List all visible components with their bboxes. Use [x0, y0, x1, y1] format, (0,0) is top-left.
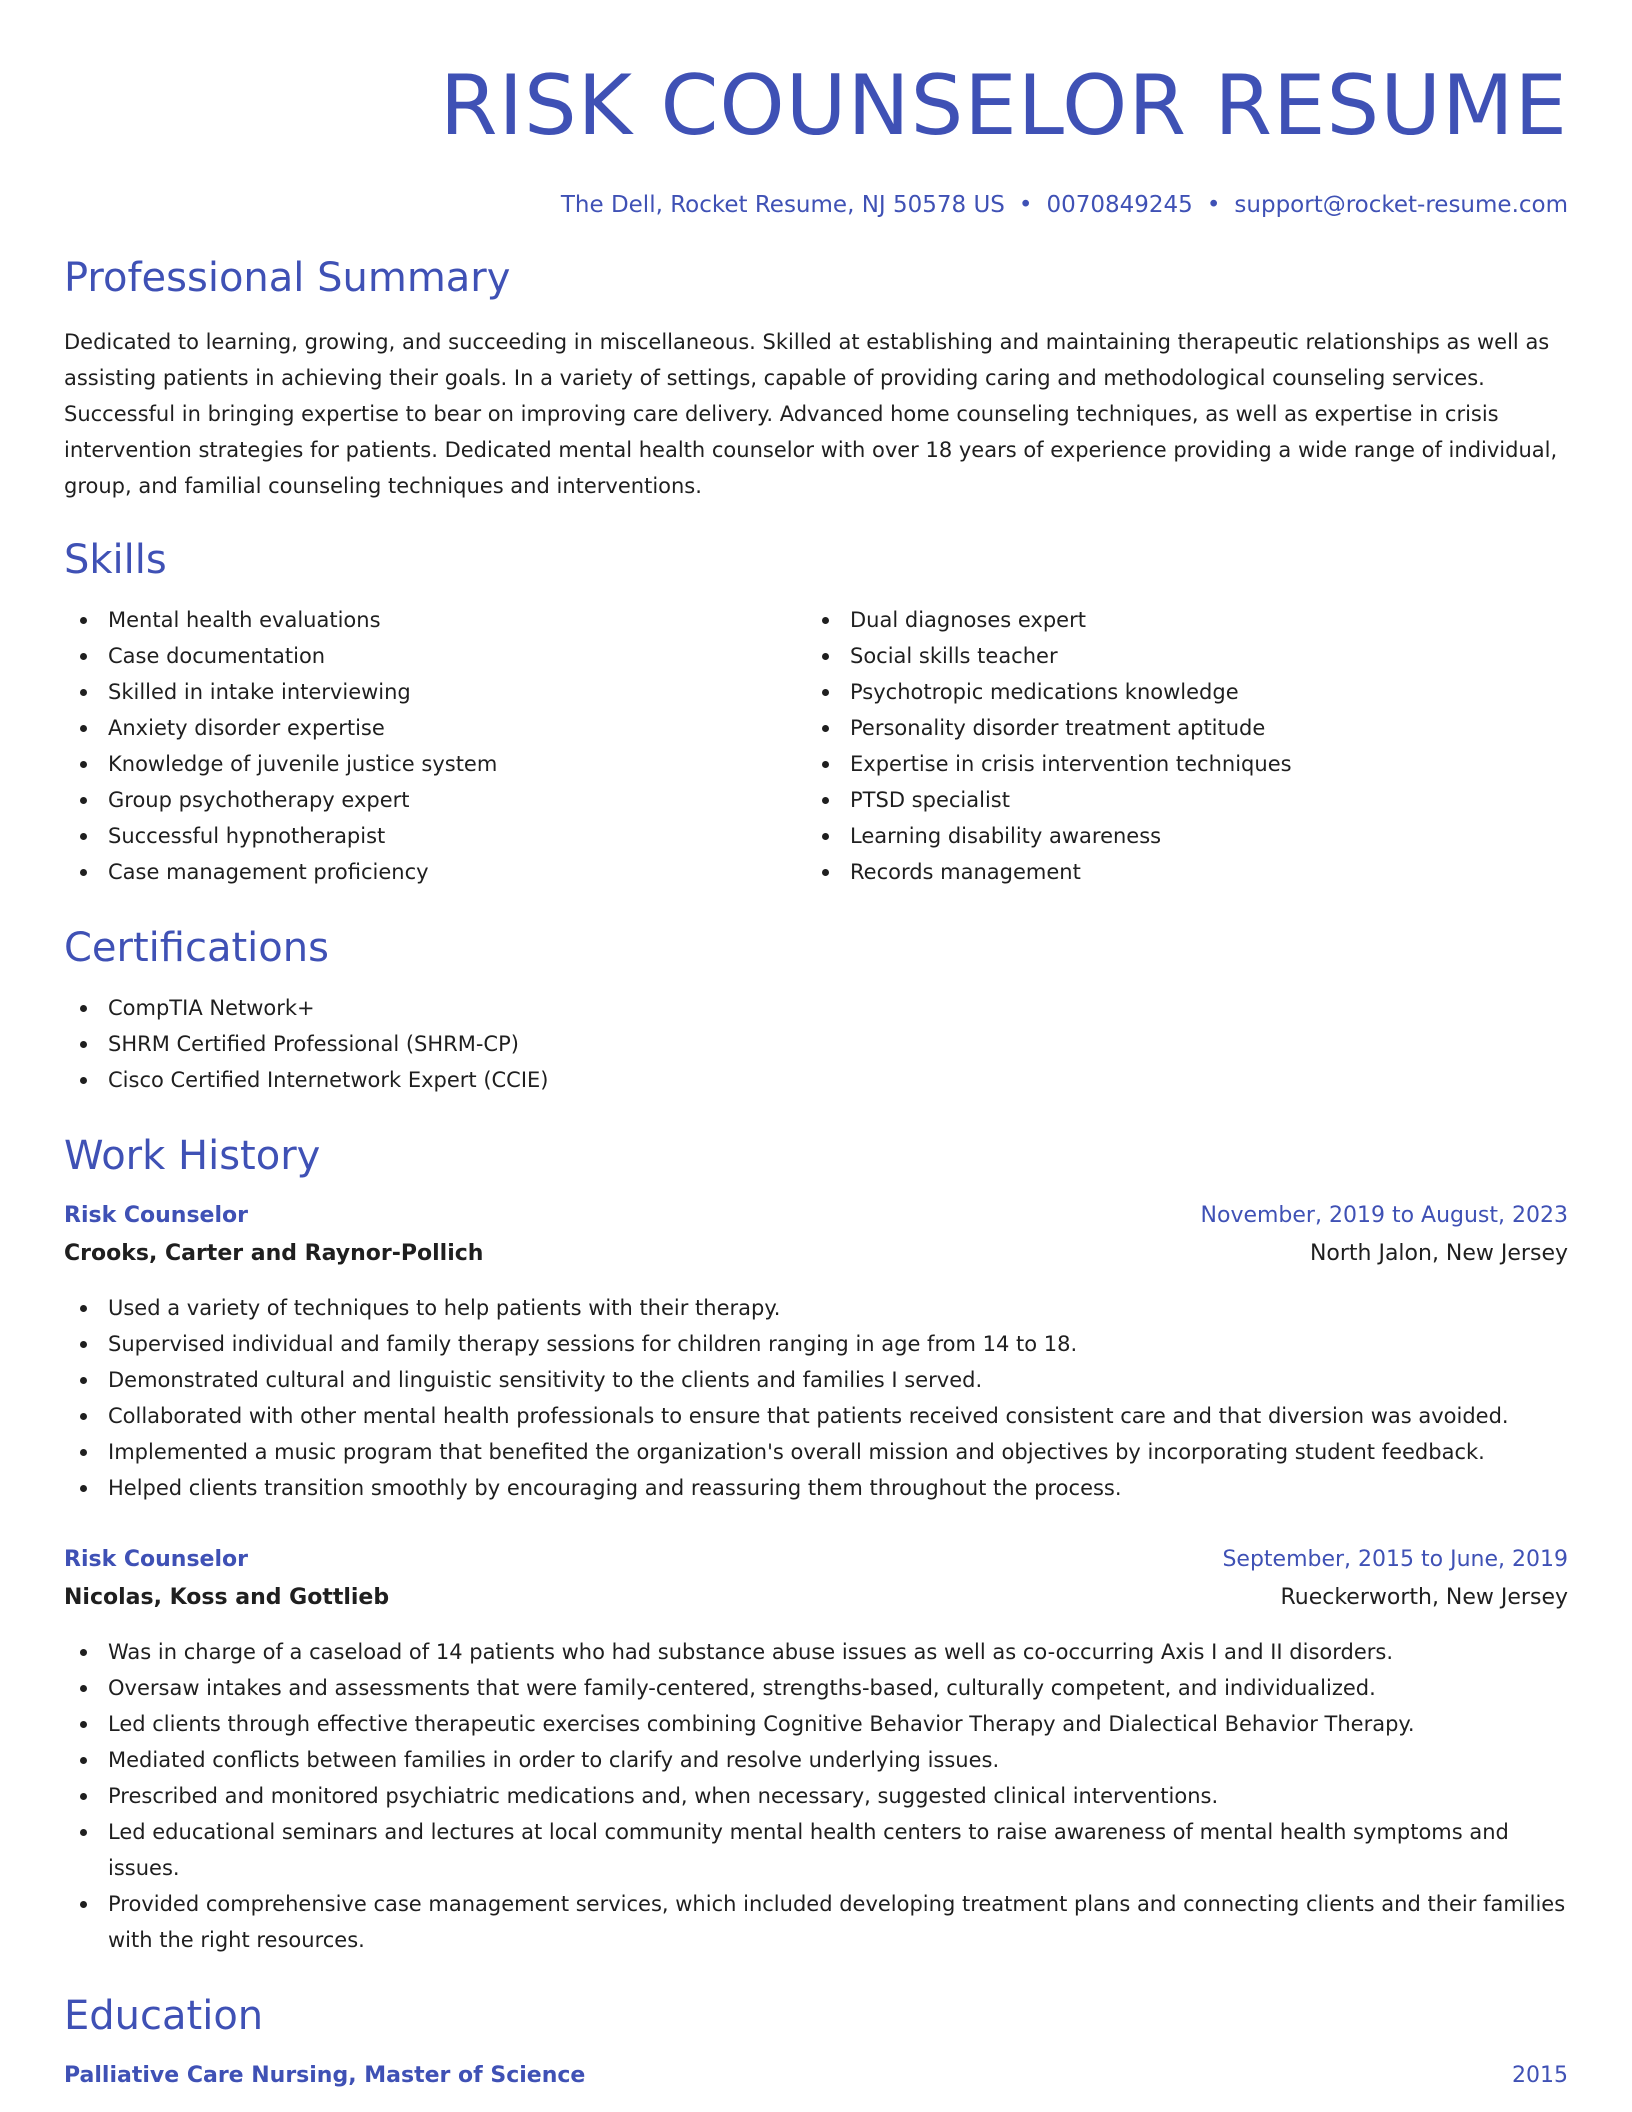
- contact-separator: •: [1018, 192, 1033, 218]
- resume-header: [64, 0, 1568, 220]
- list-item: Mediated conflicts between families in order to clarify and resolve underlying issues.: [64, 1742, 1568, 1778]
- list-item: Learning disability awareness: [806, 818, 1548, 854]
- work-history-section: [64, 1132, 1568, 1958]
- list-item: Demonstrated cultural and linguistic sensitivity to the clients and families I served.: [64, 1362, 1568, 1398]
- list-item: Personality disorder treatment aptitude: [806, 710, 1548, 746]
- resume-page: [64, 0, 1568, 2094]
- list-item: PTSD specialist: [806, 782, 1548, 818]
- list-item: Psychotropic medications knowledge: [806, 674, 1548, 710]
- education-row: [64, 2058, 1568, 2094]
- job-company: Nicolas, Koss and Gottlieb: [64, 1585, 390, 1610]
- job-company: Crooks, Carter and Raynor-Pollich: [64, 1241, 484, 1266]
- job-dates: September, 2015 to June, 2019: [1222, 1547, 1568, 1572]
- list-item: Group psychotherapy expert: [64, 782, 806, 818]
- certifications-section: [64, 924, 1568, 1098]
- contact-phone: 0070849245: [1046, 192, 1193, 218]
- summary-heading: Professional Summary: [64, 255, 511, 301]
- list-item: Mental health evaluations: [64, 602, 806, 638]
- list-item: Supervised individual and family therapy sessions for children ranging in age from 14 to 18.: [64, 1326, 1568, 1362]
- list-item: Case documentation: [64, 638, 806, 674]
- list-item: Led clients through effective therapeutic exercises combining Cognitive Behavior Therapy and Dialectical Behavior Therapy.: [64, 1706, 1568, 1742]
- skills-section: [64, 536, 1568, 890]
- list-item: Expertise in crisis intervention techniques: [806, 746, 1548, 782]
- list-item: Helped clients transition smoothly by encouraging and reassuring them throughout the process.: [64, 1470, 1568, 1506]
- job-title-row: [64, 1542, 1568, 1578]
- education-section: [64, 1992, 1568, 2094]
- list-item: SHRM Certified Professional (SHRM-CP): [64, 1026, 1568, 1062]
- list-item: Knowledge of juvenile justice system: [64, 746, 806, 782]
- list-item: Records management: [806, 854, 1548, 890]
- list-item: Successful hypnotherapist: [64, 818, 806, 854]
- list-item: Provided comprehensive case management services, which included developing treatment plans and connecting clients and their families with the right resources.: [64, 1886, 1568, 1958]
- job-title-row: [64, 1198, 1568, 1234]
- skills-grid: [64, 602, 1568, 890]
- list-item: Cisco Certified Internetwork Expert (CCIE): [64, 1062, 1568, 1098]
- list-item: Used a variety of techniques to help patients with their therapy.: [64, 1290, 1568, 1326]
- list-item: Skilled in intake interviewing: [64, 674, 806, 710]
- job-entry: [64, 1198, 1568, 1506]
- education-heading: Education: [64, 1993, 264, 2039]
- job-duties-list: [64, 1290, 1568, 1506]
- job-location: Rueckerworth, New Jersey: [1280, 1585, 1568, 1610]
- contact-address: The Dell, Rocket Resume, NJ 50578 US: [560, 192, 1005, 218]
- list-item: CompTIA Network+: [64, 990, 1568, 1026]
- certifications-heading: Certifications: [64, 925, 329, 971]
- job-title: Risk Counselor: [64, 1547, 248, 1572]
- list-item: Oversaw intakes and assessments that were family-centered, strengths-based, culturally competent, and individualized.: [64, 1670, 1568, 1706]
- summary-section: [64, 254, 1568, 504]
- skills-heading: Skills: [64, 537, 167, 583]
- list-item: Led educational seminars and lectures at local community mental health centers to raise awareness of mental health symptoms and issues.: [64, 1814, 1568, 1886]
- skills-right-list: [806, 602, 1548, 890]
- summary-text: Dedicated to learning, growing, and succeeding in miscellaneous. Skilled at establishing and maintaining therapeutic relationships as well as assisting patients in achieving their goals. In a variety of settings, capable of providing caring and methodological counseling services. Successful in bringing expertise to bear on improving care delivery. Advanced home counseling techniques, as well as expertise in crisis intervention strategies for patients. Dedicated mental health counselor with over 18 years of experience providing a wide range of individual, group, and familial counseling techniques and interventions.: [64, 330, 1558, 498]
- job-company-row: [64, 1234, 1568, 1274]
- resume-title: RISK COUNSELOR RESUME: [439, 57, 1568, 154]
- list-item: Social skills teacher: [806, 638, 1548, 674]
- education-year: 2015: [1512, 2063, 1568, 2088]
- job-location: North Jalon, New Jersey: [1309, 1241, 1568, 1266]
- list-item: Anxiety disorder expertise: [64, 710, 806, 746]
- job-title: Risk Counselor: [64, 1203, 248, 1228]
- job-duties-list: [64, 1634, 1568, 1958]
- list-item: Was in charge of a caseload of 14 patients who had substance abuse issues as well as co-occurring Axis I and II disorders.: [64, 1634, 1568, 1670]
- job-dates: November, 2019 to August, 2023: [1200, 1203, 1568, 1228]
- skills-left-list: [64, 602, 806, 890]
- job-entry: [64, 1542, 1568, 1958]
- list-item: Dual diagnoses expert: [806, 602, 1548, 638]
- job-company-row: [64, 1578, 1568, 1618]
- contact-line: [64, 190, 1568, 220]
- list-item: Case management proficiency: [64, 854, 806, 890]
- work-history-heading: Work History: [64, 1133, 321, 1179]
- list-item: Implemented a music program that benefited the organization's overall mission and objectives by incorporating student feedback.: [64, 1434, 1568, 1470]
- education-degree: Palliative Care Nursing, Master of Science: [64, 2063, 586, 2088]
- list-item: Prescribed and monitored psychiatric medications and, when necessary, suggested clinical interventions.: [64, 1778, 1568, 1814]
- contact-email[interactable]: support@rocket-resume.com: [1234, 192, 1568, 218]
- certifications-list: [64, 990, 1568, 1098]
- list-item: Collaborated with other mental health professionals to ensure that patients received consistent care and that diversion was avoided.: [64, 1398, 1568, 1434]
- contact-separator: •: [1206, 192, 1221, 218]
